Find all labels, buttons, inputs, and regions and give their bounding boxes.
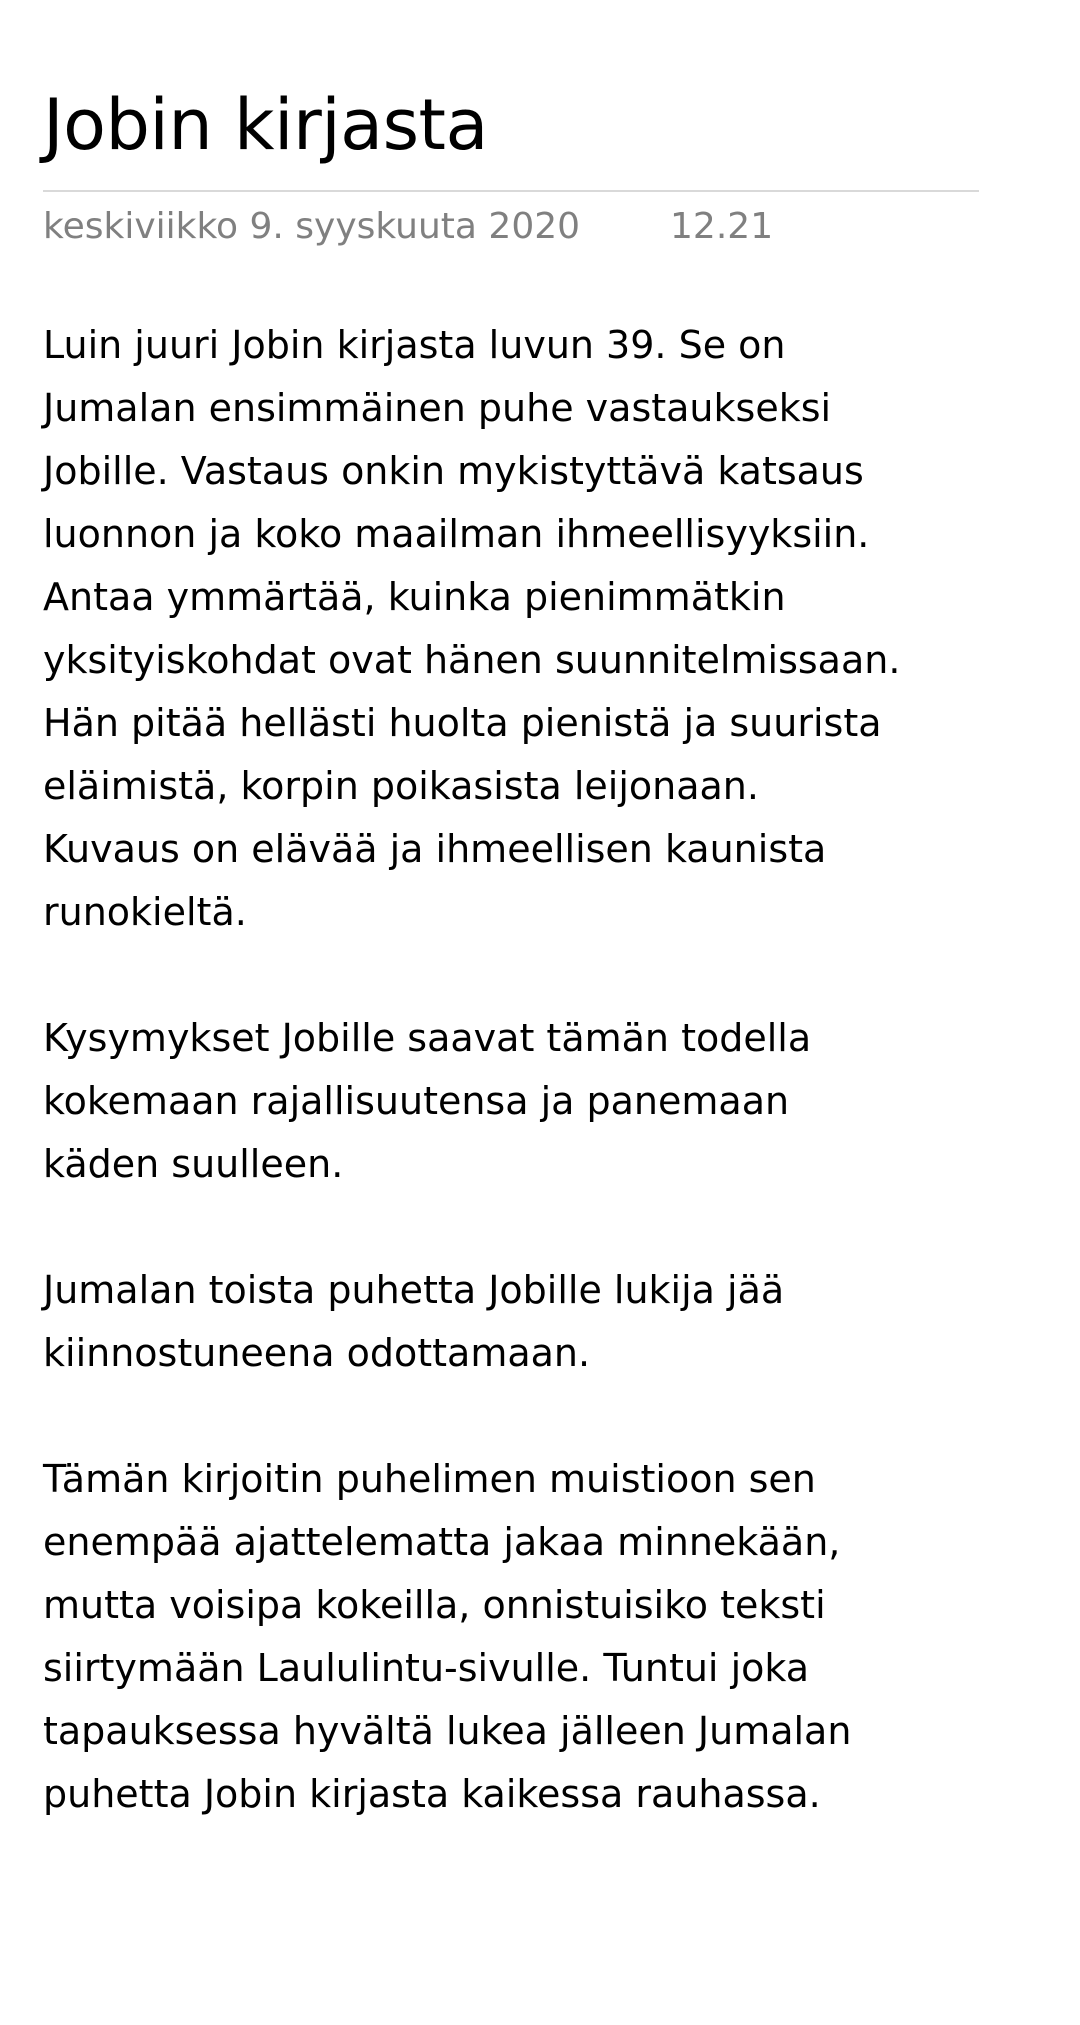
text-line: Luin juuri Jobin kirjasta luvun 39. Se on [43, 323, 786, 367]
text-line: Jumalan ensimmäinen puhe vastaukseksi [43, 386, 832, 430]
text-line: mutta voisipa kokeilla, onnistuisiko teksti [43, 1583, 826, 1627]
text-line: Jumalan toista puhetta Jobille lukija jää [43, 1268, 785, 1312]
text-line: Kysymykset Jobille saavat tämän todella [43, 1016, 812, 1060]
page-title: Jobin kirjasta [43, 84, 488, 166]
text-line: enempää ajattelematta jakaa minnekään, [43, 1520, 841, 1564]
text-line: käden suulleen. [43, 1142, 344, 1186]
note-time: 12.21 [670, 206, 774, 247]
paragraph-4 [43, 1448, 1003, 1826]
paragraph-1 [43, 314, 1003, 944]
text-line: Hän pitää hellästi huolta pienistä ja suurista [43, 701, 882, 745]
text-line: siirtymään Laululintu-sivulle. Tuntui joka [43, 1646, 809, 1690]
text-line: tapauksessa hyvältä lukea jälleen Jumalan [43, 1709, 852, 1753]
paragraph-3 [43, 1259, 1003, 1385]
text-line: Kuvaus on elävää ja ihmeellisen kaunista [43, 827, 827, 871]
note-date: keskiviikko 9. syyskuuta 2020 [43, 206, 581, 247]
note-timestamp [43, 202, 773, 252]
text-line: luonnon ja koko maailman ihmeellisyyksiin. [43, 512, 870, 556]
text-line: yksityiskohdat ovat hänen suunnitelmissaan. [43, 638, 901, 682]
text-line: eläimistä, korpin poikasista leijonaan. [43, 764, 759, 808]
text-line: kokemaan rajallisuutensa ja panemaan [43, 1079, 790, 1123]
text-line: puhetta Jobin kirjasta kaikessa rauhassa. [43, 1772, 821, 1816]
text-line: runokieltä. [43, 890, 247, 934]
note-body [43, 314, 1003, 1826]
title-divider [43, 190, 979, 192]
text-line: Jobille. Vastaus onkin mykistyttävä katsaus [43, 449, 864, 493]
text-line: Tämän kirjoitin puhelimen muistioon sen [43, 1457, 816, 1501]
paragraph-2 [43, 1007, 1003, 1196]
text-line: Antaa ymmärtää, kuinka pienimmätkin [43, 575, 786, 619]
text-line: kiinnostuneena odottamaan. [43, 1331, 591, 1375]
